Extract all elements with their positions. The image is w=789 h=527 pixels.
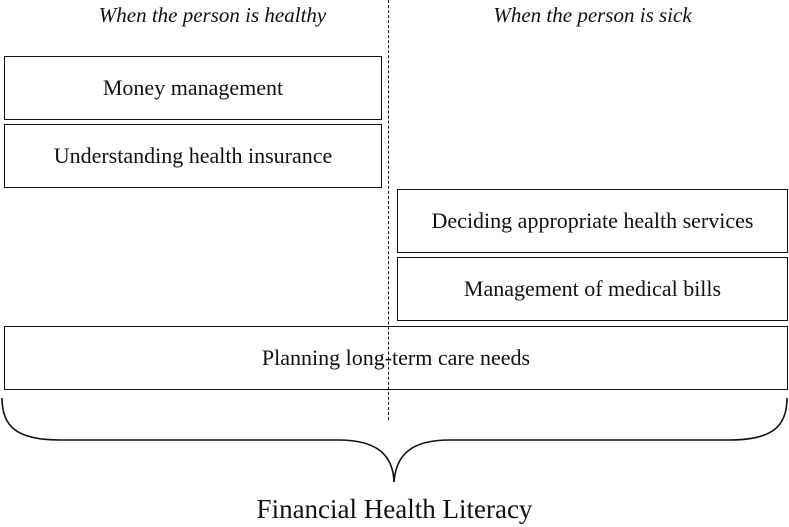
curly-brace <box>0 396 789 488</box>
box-long-term-care-label: Planning long-term care needs <box>261 345 531 370</box>
box-long-term-care <box>4 326 788 390</box>
heading-healthy: When the person is healthy <box>98 3 327 27</box>
box-understanding-health-insurance-label: Understanding health insurance <box>53 143 333 168</box>
divider-dashed-line <box>388 0 389 420</box>
diagram-caption: Financial Health Literacy <box>256 494 533 524</box>
box-medical-bills <box>397 257 788 321</box>
box-deciding-health-services-label: Deciding appropriate health services <box>431 208 754 233</box>
box-money-management-label: Money management <box>102 75 284 100</box>
heading-sick: When the person is sick <box>493 3 692 27</box>
box-money-management <box>4 56 382 120</box>
box-deciding-health-services <box>397 189 788 253</box>
box-medical-bills-label: Management of medical bills <box>463 276 722 301</box>
box-understanding-health-insurance <box>4 124 382 188</box>
